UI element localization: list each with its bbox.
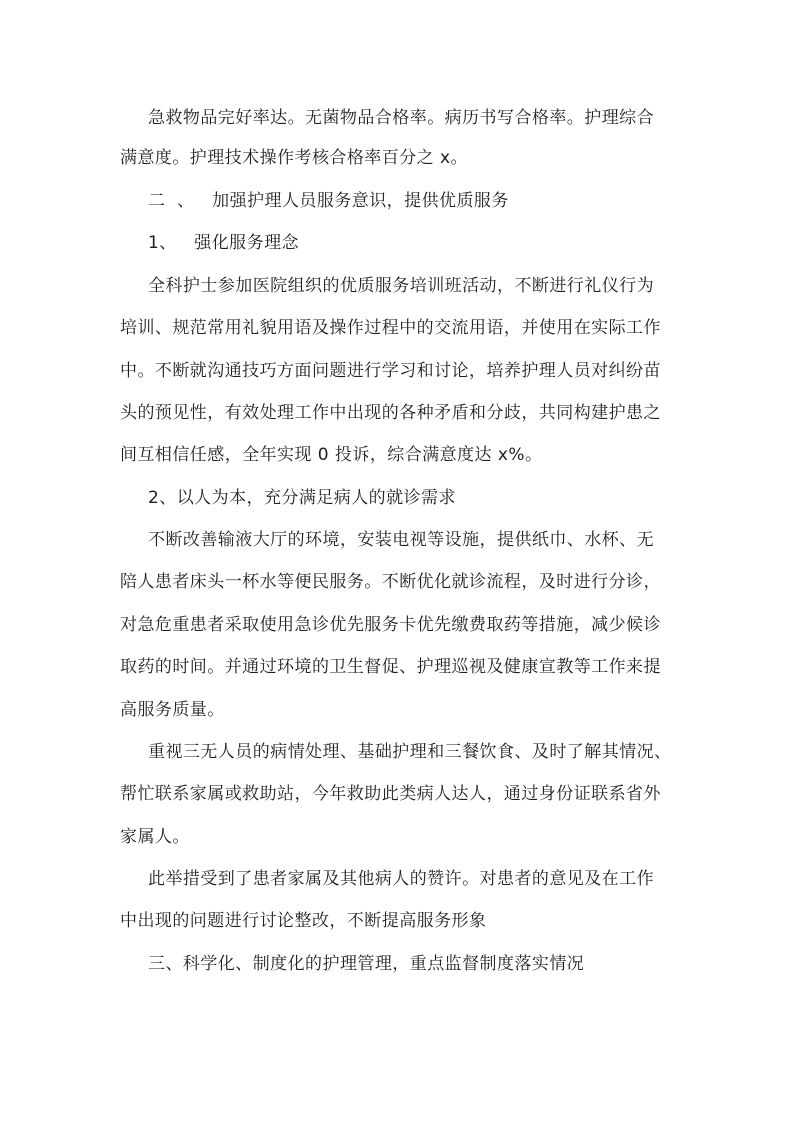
- heading-section-2: 二 、 加强护理人员服务意识，提供优质服务: [148, 191, 509, 211]
- para-line-2: 满意度。护理技术操作考核合格率百分之 x。: [120, 148, 468, 168]
- para-line-18: 家属人。: [120, 827, 190, 847]
- para-line-8: 头的预见性，有效处理工作中出现的各种矛盾和分歧，共同构建护患之: [120, 403, 661, 423]
- heading-section-3: 三、科学化、制度化的护理管理，重点监督制度落实情况: [148, 954, 585, 974]
- heading-subsection-1: 1、 强化服务理念: [148, 233, 299, 253]
- para-line-20: 中出现的问题进行讨论整改，不断提高服务形象: [120, 911, 487, 931]
- para-line-14: 取药的时间。并通过环境的卫生督促、护理巡视及健康宣教等工作来提: [120, 657, 661, 677]
- para-line-17: 帮忙联系家属或救助站，今年救助此类病人达人，通过身份证联系省外: [120, 784, 661, 804]
- para-line-6: 培训、规范常用礼貌用语及操作过程中的交流用语，并使用在实际工作: [120, 318, 661, 338]
- heading-subsection-2: 2、以人为本，充分满足病人的就诊需求: [148, 488, 456, 508]
- para-line-11: 不断改善输液大厅的环境，安装电视等设施，提供纸巾、水杯、无: [148, 530, 655, 550]
- para-line-16: 重视三无人员的病情处理、基础护理和三餐饮食、及时了解其情况、: [148, 742, 672, 762]
- para-line-12: 陪人患者床头一杯水等便民服务。不断优化就诊流程，及时进行分诊，: [120, 572, 661, 592]
- para-line-15: 高服务质量。: [120, 700, 225, 720]
- para-line-5: 全科护士参加医院组织的优质服务培训班活动，不断进行礼仪行为: [148, 276, 655, 296]
- para-line-9: 间互相信任感，全年实现 0 投诉，综合满意度达 x%。: [120, 445, 543, 465]
- para-line-1: 急救物品完好率达。无菌物品合格率。病历书写合格率。护理综合: [148, 108, 655, 128]
- para-line-19: 此举措受到了患者家属及其他病人的赞许。对患者的意见及在工作: [148, 869, 655, 889]
- para-line-7: 中。不断就沟通技巧方面问题进行学习和讨论，培养护理人员对纠纷苗: [120, 361, 661, 381]
- para-line-13: 对急危重患者采取使用急诊优先服务卡优先缴费取药等措施，减少候诊: [120, 615, 661, 635]
